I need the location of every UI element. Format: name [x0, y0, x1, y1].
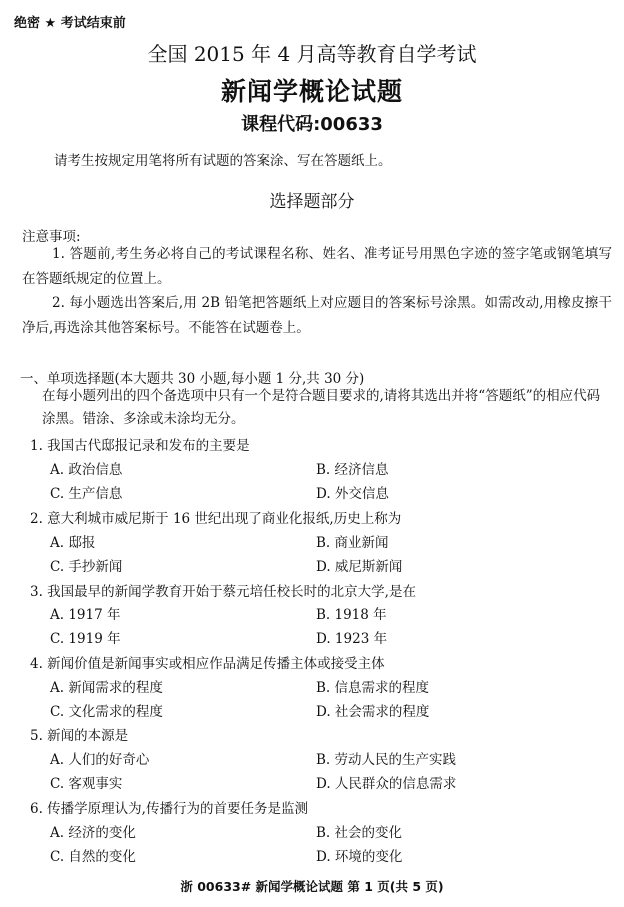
part-heading: 一、单项选择题(本大题共 30 小题,每小题 1 分,共 30 分) — [20, 371, 365, 387]
question-stem: 4. 新闻价值是新闻事实或相应作品满足传播主体或接受主体 — [30, 656, 385, 672]
notes-heading: 注意事项: — [22, 229, 81, 245]
question-option: A. 新闻需求的程度 — [50, 680, 163, 696]
question-option: B. 1918 年 — [316, 607, 387, 623]
course-code: 课程代码:00633 — [241, 114, 383, 135]
confidential-mark: 绝密 ★ 考试结束前 — [14, 16, 126, 31]
answer-instruction: 请考生按规定用笔将所有试题的答案涂、写在答题纸上。 — [54, 153, 392, 169]
section-title: 选择题部分 — [269, 192, 355, 212]
page-footer: 浙 00633# 新闻学概论试题 第 1 页(共 5 页) — [180, 879, 444, 894]
question-option: A. 经济的变化 — [50, 825, 136, 841]
question-option: B. 社会的变化 — [316, 825, 403, 841]
question-option: D. 威尼斯新闻 — [316, 559, 403, 575]
note-item: 2. 每小题选出答案后,用 2B 铅笔把答题纸上对应题目的答案标号涂黑。如需改动,用橡皮擦干净后,再选涂其他答案标号。不能答在试题卷上。 — [22, 295, 612, 336]
paper-title: 新闻学概论试题 — [220, 77, 403, 106]
question-option: A. 邸报 — [50, 535, 96, 551]
question-option: C. 文化需求的程度 — [50, 704, 163, 720]
part-description: 在每小题列出的四个备选项中只有一个是符合题目要求的,请将其选出并将“答题纸”的相应代码涂黑。错涂、多涂或未涂均无分。 — [42, 388, 601, 427]
question-option: B. 经济信息 — [316, 462, 389, 478]
question-option: C. 自然的变化 — [50, 849, 136, 865]
question-option: C. 1919 年 — [50, 631, 121, 647]
question-stem: 5. 新闻的本源是 — [30, 728, 129, 744]
question-option: B. 商业新闻 — [316, 535, 389, 551]
question-option: D. 环境的变化 — [316, 849, 403, 865]
question-option: A. 人们的好奇心 — [50, 752, 150, 768]
question-option: C. 生产信息 — [50, 486, 123, 502]
question-option: D. 1923 年 — [316, 631, 388, 647]
question-option: B. 信息需求的程度 — [316, 680, 430, 696]
exam-title: 全国 2015 年 4 月高等教育自学考试 — [147, 42, 477, 66]
question-option: A. 政治信息 — [50, 462, 123, 478]
question-option: D. 外交信息 — [316, 486, 389, 502]
question-stem: 1. 我国古代邸报记录和发布的主要是 — [30, 438, 250, 454]
question-option: C. 手抄新闻 — [50, 559, 123, 575]
question-option: D. 人民群众的信息需求 — [316, 776, 457, 792]
question-stem: 3. 我国最早的新闻学教育开始于蔡元培任校长时的北京大学,是在 — [30, 584, 416, 600]
question-option: D. 社会需求的程度 — [316, 704, 430, 720]
question-stem: 6. 传播学原理认为,传播行为的首要任务是监测 — [30, 801, 308, 817]
question-option: B. 劳动人民的生产实践 — [316, 752, 457, 768]
note-item: 1. 答题前,考生务必将自己的考试课程名称、姓名、准考证号用黑色字迹的签字笔或钢笔填写在答题纸规定的位置上。 — [22, 246, 612, 287]
question-option: C. 客观事实 — [50, 776, 123, 792]
question-stem: 2. 意大利城市威尼斯于 16 世纪出现了商业化报纸,历史上称为 — [30, 511, 402, 527]
question-option: A. 1917 年 — [50, 607, 121, 623]
